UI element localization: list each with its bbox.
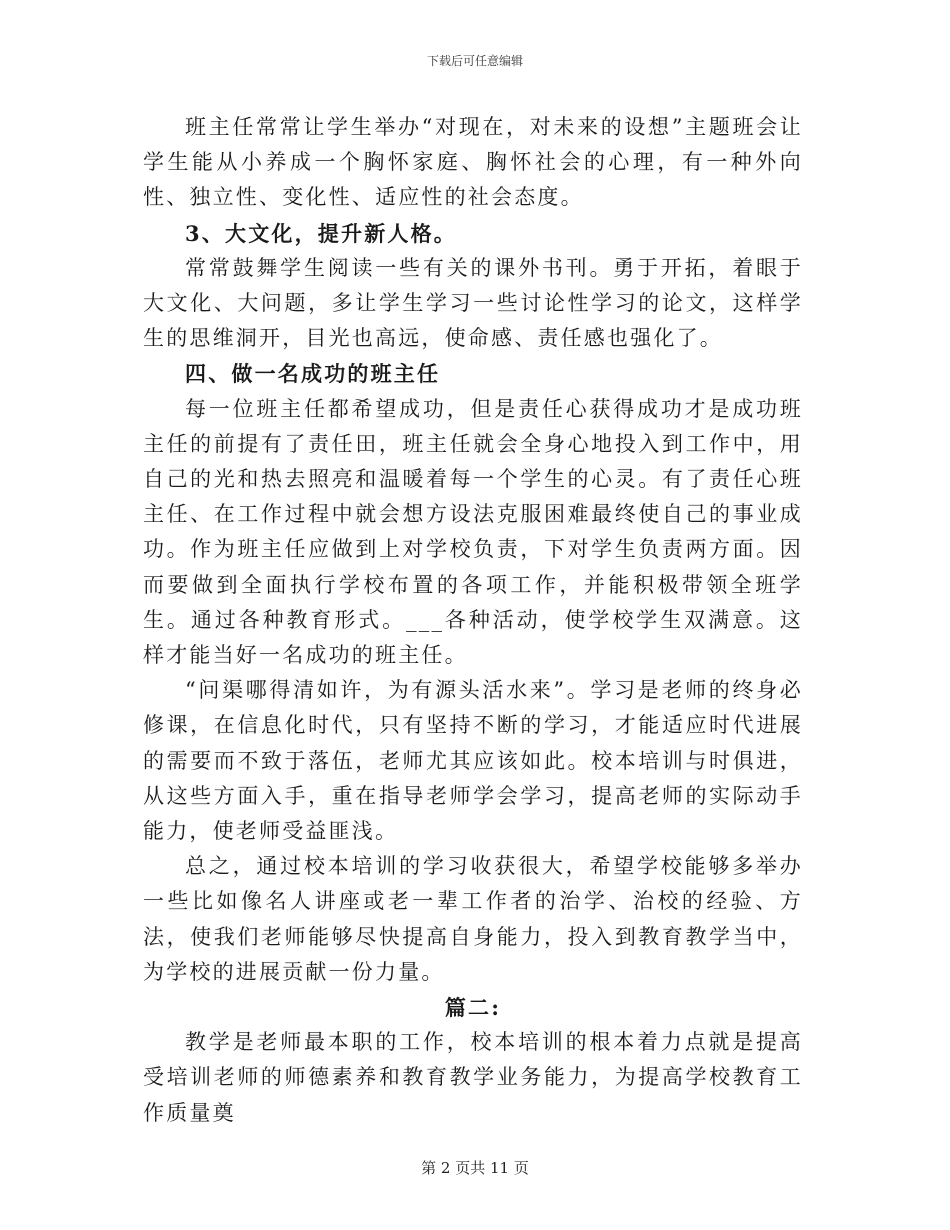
paragraph: 每一位班主任都希望成功，但是责任心获得成功才是成功班主任的前提有了责任田，班主任就会全身心地投入到工作中，用自己的光和热去照亮和温暖着每一个学生的心灵。有了责任心班主任、在工作过程中就会想方设法克服困难最终使自己的事业成功。作为班主任应做到上对学校负责，下对学生负责两方面。因而要做到全面执行学校布置的各项工作，并能积极带领全班学生。通过各种教育形式。___各种活动，使学校学生双满意。这样才能当好一名成功的班主任。 xyxy=(143,396,803,668)
page-header: 下载后可任意编辑 xyxy=(426,54,523,68)
page-footer: 第 2 页共 11 页 xyxy=(421,1159,529,1177)
section-heading: 四、做一名成功的班主任 xyxy=(185,361,441,387)
paragraph: 教学是老师最本职的工作，校本培训的根本着力点就是提高受培训老师的师德素养和教育教学业务能力，为提高学校教育工作质量奠 xyxy=(143,1030,803,1125)
paragraph: 班主任常常让学生举办“对现在，对未来的设想”主题班会让学生能从小养成一个胸怀家庭、胸怀社会的心理，有一种外向性、独立性、变化性、适应性的社会态度。 xyxy=(143,115,803,210)
paragraph: 总之，通过校本培训的学习收获很大，希望学校能够多举办一些比如像名人讲座或老一辈工作者的治学、治校的经验、方法，使我们老师能够尽快提高自身能力，投入到教育教学当中，为学校的进展贡献一份力量。 xyxy=(143,854,803,984)
chapter-heading: 篇二: xyxy=(444,995,502,1021)
section-heading: 3、大文化，提升新人格。 xyxy=(185,220,458,246)
paragraph: 常常鼓舞学生阅读一些有关的课外书刊。勇于开拓，着眼于大文化、大问题，多让学生学习一些讨论性学习的论文，这样学生的思维洞开，目光也高远，使命感、责任感也强化了。 xyxy=(143,255,803,351)
document-body xyxy=(143,110,803,1131)
paragraph: “问渠哪得清如许，为有源头活水来”。学习是老师的终身必修课，在信息化时代，只有坚持不断的学习，才能适应时代进展的需要而不致于落伍，老师尤其应该如此。校本培训与时俱进，从这些方面入手，重在指导老师学会学习，提高老师的实际动手能力，使老师受益匪浅。 xyxy=(143,678,803,844)
